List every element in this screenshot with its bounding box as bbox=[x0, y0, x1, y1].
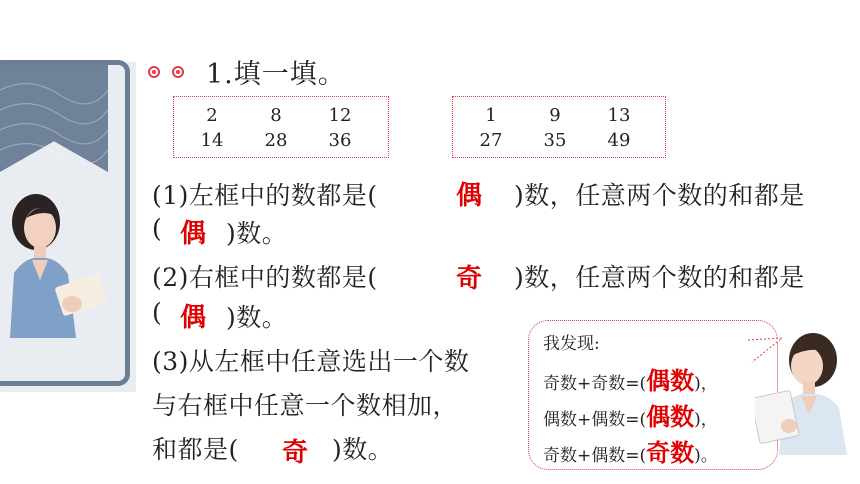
q2-text-part3: ( bbox=[152, 298, 163, 327]
q3-text-line3b: )数。 bbox=[332, 435, 394, 464]
bullet-icon bbox=[172, 66, 184, 78]
right-number-box bbox=[452, 96, 666, 158]
number-cell: 8 bbox=[270, 105, 282, 126]
number-cell: 49 bbox=[607, 130, 631, 151]
discovery-row-3 bbox=[543, 433, 718, 468]
q1-text-part2: )数，任意两个数的和都是 bbox=[514, 181, 805, 210]
q3-text-line1: (3)从左框中任意选出一个数 bbox=[152, 347, 470, 376]
number-cell: 36 bbox=[328, 130, 352, 151]
discovery-row-2 bbox=[543, 397, 718, 432]
q3-answer: 奇 bbox=[282, 438, 309, 468]
number-cell: 9 bbox=[549, 105, 561, 126]
number-cell: 35 bbox=[543, 130, 567, 151]
discovery-bubble bbox=[528, 320, 778, 470]
q2-text-part1: (2)右框中的数都是( bbox=[152, 263, 378, 292]
q2-text-part2: )数，任意两个数的和都是 bbox=[514, 263, 805, 292]
discovery-end: )， bbox=[694, 410, 718, 430]
woman-illustration bbox=[755, 330, 855, 455]
q3-text-line2: 与右框中任意一个数相加， bbox=[152, 391, 459, 420]
q1-text-part3: ( bbox=[152, 214, 163, 243]
discovery-answer: 偶数 bbox=[646, 403, 695, 431]
title-row bbox=[148, 52, 346, 91]
q1-text-part1: (1)左框中的数都是( bbox=[152, 181, 378, 210]
discovery-expr: 偶数+偶数=( bbox=[543, 410, 647, 430]
number-cell: 28 bbox=[264, 130, 288, 151]
q2-answer-1: 奇 bbox=[456, 264, 483, 294]
discovery-heading: 我发现: bbox=[543, 334, 600, 354]
bullet-icon bbox=[148, 66, 160, 78]
discovery-end: )。 bbox=[694, 446, 718, 466]
discovery-answer: 奇数 bbox=[646, 439, 695, 467]
discovery-expr: 奇数+奇数=( bbox=[543, 374, 647, 394]
exercise-title: 1.填一填。 bbox=[206, 59, 346, 90]
number-cell: 12 bbox=[328, 105, 352, 126]
number-cell: 14 bbox=[200, 130, 224, 151]
number-cell: 1 bbox=[485, 105, 497, 126]
q1-answer-1: 偶 bbox=[456, 181, 483, 211]
q1-answer-2: 偶 bbox=[180, 219, 207, 249]
discovery-row-1 bbox=[543, 361, 718, 396]
discovery-answer: 偶数 bbox=[646, 367, 695, 395]
number-cell: 27 bbox=[479, 130, 503, 151]
number-cell: 13 bbox=[607, 105, 631, 126]
discovery-expr: 奇数+偶数=( bbox=[543, 446, 647, 466]
q2-answer-2: 偶 bbox=[180, 303, 207, 333]
q1-text-part4: )数。 bbox=[226, 219, 288, 248]
discovery-end: )， bbox=[694, 374, 718, 394]
q2-text-part4: )数。 bbox=[226, 303, 288, 332]
teacher-illustration bbox=[6, 188, 106, 338]
q3-text-line3a: 和都是( bbox=[152, 435, 239, 464]
left-number-box bbox=[173, 96, 389, 158]
number-cell: 2 bbox=[206, 105, 218, 126]
